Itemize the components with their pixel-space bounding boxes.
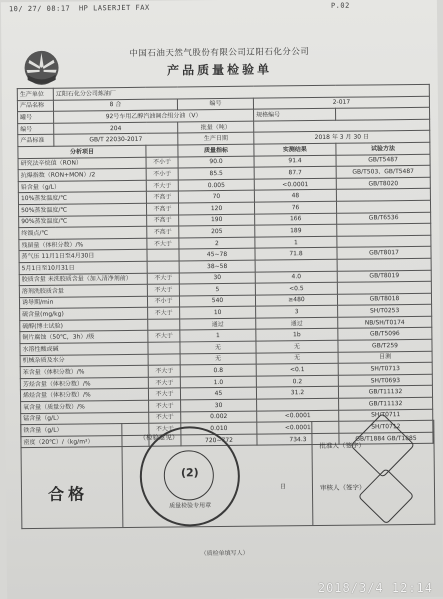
row-spec: 540 bbox=[179, 295, 255, 307]
conclusion-result: 合格 bbox=[47, 484, 89, 504]
info-standard: GB/T 22030-2017 bbox=[54, 133, 178, 146]
row-spec: 720~772 bbox=[181, 434, 257, 446]
row-item: 密度（20℃）/（kg/m³） bbox=[21, 435, 149, 448]
inspection-seal bbox=[139, 426, 240, 527]
row-result: 189 bbox=[255, 224, 337, 236]
col-header-method: 试验方法 bbox=[336, 142, 430, 155]
row-limit: 不大于 bbox=[147, 238, 179, 250]
row-spec: 无 bbox=[180, 341, 256, 353]
row-item: 抗爆指数（RON+MON）/2 bbox=[18, 168, 146, 181]
row-item: 机械杂质及水分 bbox=[20, 354, 148, 367]
row-method: SH/T0713 bbox=[338, 363, 432, 376]
info-label: 产品标准 bbox=[18, 135, 54, 147]
photo-timestamp: 2018/3/4 12:14 bbox=[317, 581, 433, 595]
row-result: 87.7 bbox=[254, 166, 336, 178]
inspector-label: 审核人（签字） bbox=[319, 483, 366, 492]
row-limit: 不小于 bbox=[146, 168, 178, 180]
row-method: NB/SH/T0174 bbox=[338, 316, 432, 329]
row-result: 166 bbox=[255, 213, 337, 225]
row-item: 胶质含量 未洗胶质含量（加入清净剂前） bbox=[19, 273, 147, 286]
row-result: 71.8 bbox=[255, 248, 337, 260]
col-header-spec: 质量指标 bbox=[178, 144, 254, 156]
row-result: <0.0001 bbox=[257, 422, 339, 434]
row-result: 4.0 bbox=[255, 271, 337, 283]
info-label: 产品名称 bbox=[17, 100, 53, 112]
row-result: <0.0001 bbox=[254, 178, 336, 190]
row-item: 10%蒸发温度/℃ bbox=[18, 192, 146, 205]
row-spec: 通过 bbox=[180, 318, 256, 330]
row-spec: 0.002 bbox=[181, 411, 257, 423]
row-spec: 0.8 bbox=[180, 364, 256, 376]
row-method: 目测 bbox=[338, 351, 432, 364]
row-limit: 不高于 bbox=[147, 214, 179, 226]
row-method: GB/T8017 bbox=[337, 247, 431, 260]
row-result: <0.1 bbox=[256, 364, 338, 376]
fax-device: HP LASERJET FAX bbox=[78, 3, 150, 13]
document-title: 产品质量检验单 bbox=[167, 62, 273, 78]
row-spec: 120 bbox=[178, 202, 254, 214]
row-spec: 2 bbox=[179, 237, 255, 249]
row-limit: 不大于 bbox=[146, 180, 178, 192]
row-limit: 不大于 bbox=[149, 412, 181, 424]
row-spec: 10 bbox=[180, 306, 256, 318]
row-item: 锰含量（g/L） bbox=[21, 412, 149, 425]
row-result: 48 bbox=[254, 190, 336, 202]
row-limit bbox=[147, 249, 179, 261]
footer-note: （质检单填写人） bbox=[200, 549, 249, 558]
row-limit: 不大于 bbox=[148, 307, 180, 319]
row-result: 91.4 bbox=[254, 155, 336, 167]
row-method: SH/T0693 bbox=[338, 374, 432, 387]
seal-caption: 质量检验专用章 bbox=[169, 502, 212, 510]
row-item: 残留量（体积分数）/% bbox=[19, 238, 147, 251]
fax-date: 10/ 27/ 08:17 bbox=[8, 4, 71, 14]
row-limit: 不大于 bbox=[148, 377, 180, 389]
row-limit: 不大于 bbox=[147, 284, 179, 296]
row-method: GB/T5096 bbox=[338, 328, 432, 341]
row-result: 31.2 bbox=[256, 387, 338, 399]
row-limit: 不小于 bbox=[147, 296, 179, 308]
row-result: ≥480 bbox=[255, 294, 337, 306]
row-item: 芳烃含量（体积分数）/% bbox=[20, 377, 148, 390]
row-method: GB/T8019 bbox=[337, 270, 431, 283]
row-limit bbox=[148, 319, 180, 331]
row-result: 3 bbox=[256, 306, 338, 318]
quality-table bbox=[17, 84, 434, 449]
row-spec: 1.0 bbox=[180, 376, 256, 388]
row-spec: 38~58 bbox=[179, 260, 255, 272]
row-method bbox=[336, 200, 430, 213]
approver-signature-stamp bbox=[350, 413, 415, 478]
info-recipient: 辽阳石化分公司炼油厂 bbox=[53, 84, 429, 100]
row-limit: 不高于 bbox=[147, 226, 179, 238]
approver-label: 批准人（签字） bbox=[319, 441, 366, 450]
row-spec: 85.5 bbox=[178, 167, 254, 179]
row-spec: 无 bbox=[180, 353, 256, 365]
row-limit: 不大于 bbox=[148, 388, 180, 400]
row-spec: 5 bbox=[179, 283, 255, 295]
row-result: 无 bbox=[256, 340, 338, 352]
row-item: 溶剂洗胶质含量 bbox=[19, 284, 147, 297]
row-limit: 不高于 bbox=[146, 191, 178, 203]
info-label: 生产单位 bbox=[17, 88, 53, 100]
row-result: 734.3 bbox=[257, 433, 339, 445]
row-spec: 190 bbox=[179, 214, 255, 226]
row-item: 氧含量（质量分数）/% bbox=[21, 400, 149, 413]
row-item: 硫醇(博士试验) bbox=[20, 319, 148, 332]
row-method: GB/T11132 bbox=[339, 397, 433, 410]
row-method: GB/T259 bbox=[338, 339, 432, 352]
row-spec: 205 bbox=[179, 225, 255, 237]
row-method: SH/T0712 bbox=[339, 421, 433, 434]
row-item: 水溶性酸或碱 bbox=[20, 342, 148, 355]
row-limit: 不大于 bbox=[149, 400, 181, 412]
quality-certificate-sheet bbox=[1, 0, 443, 599]
row-spec: 90.0 bbox=[178, 156, 254, 168]
row-spec: 45~78 bbox=[179, 248, 255, 260]
row-result bbox=[255, 259, 337, 271]
row-spec: 0.005 bbox=[178, 179, 254, 191]
row-item: 硫含量(mg/kg) bbox=[20, 308, 148, 321]
row-item: 研究法辛烷值（RON） bbox=[18, 157, 146, 170]
col-header-result: 实测结果 bbox=[254, 143, 336, 155]
row-spec: 30 bbox=[179, 272, 255, 284]
row-item: 终馏点/℃ bbox=[19, 226, 147, 239]
row-spec: 70 bbox=[178, 190, 254, 202]
row-spec: 1 bbox=[180, 330, 256, 342]
info-label: 批量（吨） bbox=[178, 121, 254, 133]
row-method bbox=[337, 258, 431, 271]
row-method: SH/T0253 bbox=[338, 305, 432, 318]
row-limit: 不大于 bbox=[148, 330, 180, 342]
row-method: SH/T0711 bbox=[339, 409, 433, 422]
row-result: <0.0001 bbox=[257, 410, 339, 422]
row-method: GB/T8018 bbox=[337, 293, 431, 306]
info-product: 92号车用乙醇汽油调合组分油（V） bbox=[54, 109, 254, 123]
row-result: 0.2 bbox=[256, 375, 338, 387]
row-item: 蒸气压 11月1日至4月30日 bbox=[19, 250, 147, 263]
row-limit: 不大于 bbox=[147, 272, 179, 284]
conclusion-day-mark: 日 bbox=[279, 483, 287, 491]
row-result: 1b bbox=[256, 329, 338, 341]
row-method: GB/T8020 bbox=[336, 177, 430, 190]
row-method bbox=[337, 235, 431, 248]
row-limit: 不大于 bbox=[148, 365, 180, 377]
row-result: 76 bbox=[254, 201, 336, 213]
row-item: 5月1日至10月31日 bbox=[19, 261, 147, 274]
row-method: GB/T503、GB/T5487 bbox=[336, 165, 430, 178]
row-method: GB/T6536 bbox=[337, 212, 431, 225]
info-label: 编号 bbox=[177, 98, 253, 110]
row-method: GB/T1884 GB/T1885 bbox=[339, 432, 433, 445]
conclusion-section bbox=[20, 420, 435, 529]
col-header-item: 分析项目 bbox=[18, 145, 146, 158]
row-limit: 不小于 bbox=[146, 157, 178, 169]
info-label: 罐号 bbox=[18, 111, 54, 123]
company-name: 中国石油天然气股份有限公司辽阳石化分公司 bbox=[129, 47, 310, 59]
info-number: 2-017 bbox=[253, 96, 429, 109]
row-limit bbox=[148, 354, 180, 366]
row-item: 铜片腐蚀（50℃，3h）/级 bbox=[20, 331, 148, 344]
row-item: 90%蒸发温度/℃ bbox=[19, 215, 147, 228]
row-limit bbox=[148, 342, 180, 354]
conclusion-label: （检验意见） bbox=[139, 433, 179, 442]
row-result: 1 bbox=[255, 236, 337, 248]
info-label: 规格编号 bbox=[254, 108, 336, 120]
row-method bbox=[337, 281, 431, 294]
row-result: 无 bbox=[256, 352, 338, 364]
row-result: 通过 bbox=[256, 317, 338, 329]
seal-number: (2) bbox=[180, 466, 199, 480]
fax-page: P.02 bbox=[330, 1, 350, 10]
row-item: 50%蒸发温度/℃ bbox=[18, 203, 146, 216]
row-spec: 45 bbox=[180, 388, 256, 400]
info-label: 生产日期 bbox=[178, 133, 254, 145]
row-limit bbox=[147, 261, 179, 273]
row-item: 苯含量（体积分数）/% bbox=[20, 366, 148, 379]
inspector-signature-stamp bbox=[358, 468, 415, 525]
info-date: 2018 年 3 月 30 日 bbox=[254, 131, 430, 144]
row-item: 铅含量（g/L） bbox=[18, 180, 146, 193]
info-label: 编号 bbox=[18, 123, 54, 135]
row-item: 烯烃含量（体积分数）/% bbox=[20, 389, 148, 402]
row-spec: 0.010 bbox=[181, 422, 257, 434]
row-limit: 不大于 bbox=[149, 423, 181, 435]
info-batch: 204 bbox=[54, 122, 178, 135]
row-item: 诱导期/min bbox=[19, 296, 147, 309]
row-limit: 不高于 bbox=[146, 203, 178, 215]
row-method bbox=[336, 189, 430, 202]
row-result bbox=[257, 398, 339, 410]
row-result: <0.5 bbox=[255, 282, 337, 294]
row-spec: 30 bbox=[181, 399, 257, 411]
row-method bbox=[337, 223, 431, 236]
row-method: GB/T11132 bbox=[338, 386, 432, 399]
row-method: GB/T5487 bbox=[336, 154, 430, 167]
info-tank: 8 合 bbox=[53, 99, 177, 112]
row-item: 铁含量（g/L） bbox=[21, 423, 149, 436]
col-header-limit bbox=[146, 145, 178, 157]
